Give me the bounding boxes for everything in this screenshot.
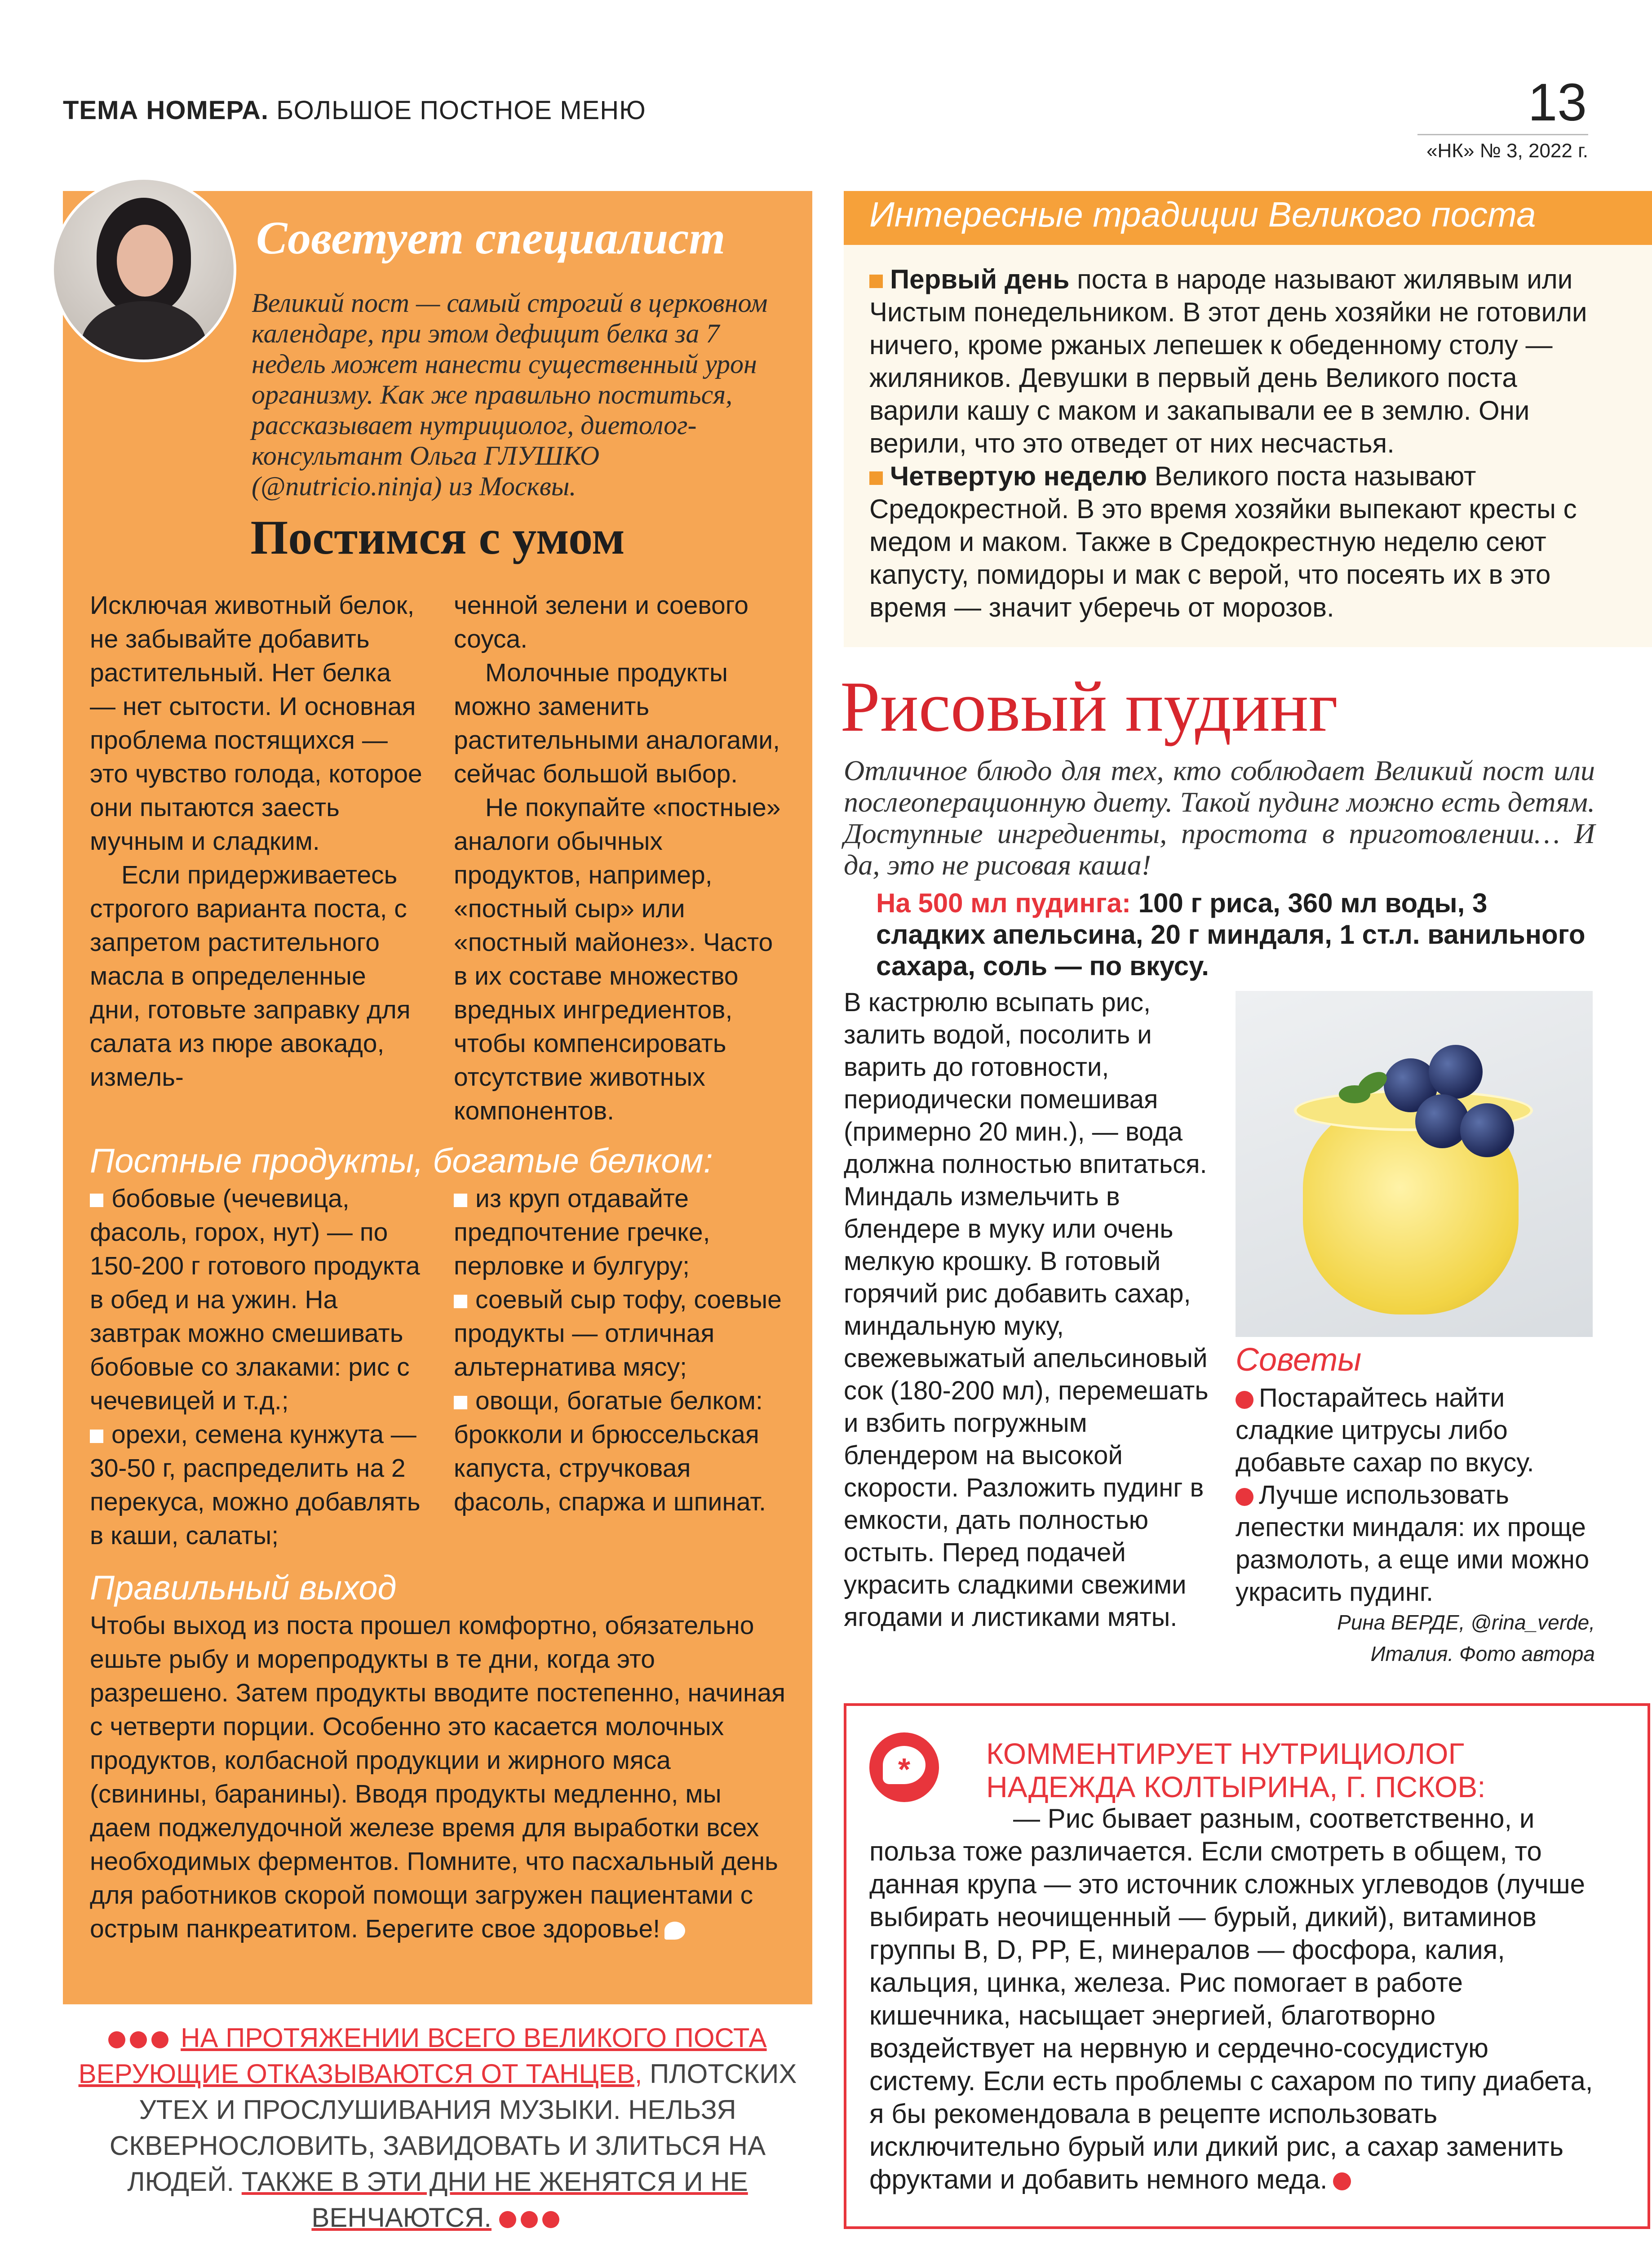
tips-title: Советы: [1236, 1342, 1362, 1378]
tip-item: Лучше использовать лепестки миндаля: их проще размолоть, а еще ими можно украсить пудинг.: [1236, 1480, 1590, 1607]
section-header: [63, 95, 646, 125]
list-item: из круп отдавайте предпочтение гречке, перловке и булгуру;: [454, 1184, 710, 1280]
bullet-icon: [454, 1396, 467, 1409]
article-column-1: [90, 589, 422, 1094]
protein-list-1: [90, 1182, 422, 1553]
dot-icon: [130, 2031, 147, 2048]
pull-quote: [63, 2020, 812, 2236]
tradition-item: Четвертую неделю Великого поста называют Средокрестной. В это время хозяйки выпекают кресты с медом и маком. Также в Средокрестную неделю сеют капусту, помидоры и мак с верой, что посеять их в это время — значит уберечь от морозов.: [869, 461, 1577, 622]
traditions-title: Интересные традиции Великого поста: [869, 195, 1536, 234]
pudding-photo: [1236, 991, 1593, 1337]
exit-text: Чтобы выход из поста прошел комфортно, обязательно ешьте рыбу и морепродукты в те дни, когда это разрешено. Затем продукты вводите постепенно, начиная с четверти порции. Особенно это касается молочных продуктов, колбасной продукции и жирного мяса (свинины, баранины). Вводя продукты медленно, мы даем поджелудочной железе время для выработки всех необходимых ферментов. Помните, что пасхальный день для работников скорой помощи загружен пациентами с острым панкреатитом. Берегите свое здоровье!: [90, 1611, 786, 1943]
bullet-icon: [454, 1194, 467, 1207]
quote-red: НА ПРОТЯЖЕНИИ ВСЕГО ВЕЛИКОГО ПОСТА ВЕРУЮЩИЕ ОТКАЗЫВАЮТСЯ ОТ ТАНЦЕВ,: [78, 2023, 767, 2089]
quote-mid: ПЛОТСКИХ УТЕХ И ПРОСЛУШИВАНИЯ МУЗЫКИ. НЕЛЬЗЯ СКВЕРНОСЛОВИТЬ, ЗАВИДОВАТЬ И ЗЛИТЬСЯ НА ЛЮДЕЙ.: [109, 2059, 797, 2197]
article-title: Постимся с умом: [250, 511, 625, 564]
exit-subtitle: Правильный выход: [90, 1569, 397, 1607]
tradition-item: Первый день поста в народе называют жилявым или Чистым понедельником. В этот день хозяйки не готовили ничего, кроме ржаных лепешек к обеденному столу — жиляников. Девушки в первый день Великого поста варили кашу с маком и закапывали ее в землю. Они верили, что это отведет от них несчастья.: [869, 264, 1587, 458]
page-number: 13: [1528, 73, 1587, 132]
list-item: бобовые (чечевица, фасоль, горох, нут) — по 150-200 г готового продукта в обед и на ужин. На завтрак можно смешивать бобовые со злаками: рис с чечевицей и т.д.;: [90, 1184, 420, 1415]
exit-text-block: [90, 1609, 786, 1946]
bullet-icon: [90, 1430, 103, 1443]
recipe-ingredients: [876, 888, 1595, 982]
recipe-intro: Отличное блюдо для тех, кто соблюдает Великий пост или послеоперационную диету. Такой пудинг можно есть детям. Доступные ингредиенты, простота в приготовлении… И да, это не рисовая каша!: [844, 755, 1595, 881]
comment-icon: *: [869, 1732, 939, 1802]
tip-item: Постарайтесь найти сладкие цитрусы либо добавьте сахар по вкусу.: [1236, 1383, 1534, 1477]
recipe-title: Рисовый пудинг: [840, 666, 1338, 746]
end-mark-icon: [1333, 2172, 1351, 2190]
dot-icon: [542, 2211, 559, 2228]
traditions-text: [869, 263, 1602, 624]
dot-icon: [521, 2211, 538, 2228]
specialist-title: Советует специалист: [256, 212, 726, 264]
dot-icon: [151, 2031, 168, 2048]
protein-list-2: [454, 1182, 786, 1519]
section-label: ТЕМА НОМЕРА.: [63, 96, 269, 125]
dot-icon: [1236, 1488, 1253, 1506]
subsection-label: БОЛЬШОЕ ПОСТНОЕ МЕНЮ: [276, 96, 646, 125]
recipe-body: В кастрюлю всыпать рис, залить водой, посолить и варить до готовности, периодически помешивая (примерно 20 мин.), — вода должна полностью впитаться. Миндаль измельчить в блендере в муку или очень мелкую крошку. В готовый горячий рис добавить сахар, миндальную муку, свежевыжатый апельсиновый сок (180-200 мл), перемешать и взбить погружным блендером на высокой скорости. Разложить пудинг в емкости, дать полностью остыть. Перед подачей украсить сладкими свежими ягодами и листиками мяты.: [844, 988, 1209, 1632]
specialist-photo: [54, 180, 234, 360]
bullet-icon: [869, 275, 883, 288]
ingredients-label: На 500 мл пудинга:: [876, 888, 1131, 918]
list-item: овощи, богатые белком: брокколи и брюссельская капуста, стручковая фасоль, спаржа и шпинат.: [454, 1386, 766, 1516]
list-item: орехи, семена кунжута — 30-50 г, распределить на 2 перекуса, можно добавлять в каши, салаты;: [90, 1420, 421, 1550]
dot-icon: [108, 2031, 125, 2048]
ingredients-list: 100 г риса, 360 мл воды, 3 сладких апельсина, 20 г миндаля, 1 ст.л. ванильного сахара, соль — по вкусу.: [876, 888, 1586, 981]
dot-icon: [1236, 1391, 1253, 1409]
bullet-icon: [90, 1194, 103, 1207]
article-column-2: [454, 589, 786, 1128]
list-item: соевый сыр тофу, соевые продукты — отличная альтернатива мясу;: [454, 1285, 782, 1381]
comment-text: — Рис бывает разным, соответственно, и польза тоже различается. Если смотреть в общем, то данная крупа — это источник сложных углеводов (лучше выбирать неочищенный — бурый, дикий), витаминов группы B, D, PP, E, минералов — фосфора, калия, кальция, цинка, железа. Рис помогает в работе кишечника, насыщает энергией, благотворно воздействует на нервную и сердечно-сосудистую систему. Если есть проблемы с сахаром по типу диабета, я бы рекомендовала в рецепте использовать исключительно бурый или дикий рис, а сахар заменить фруктами и добавить немного меда.: [869, 1803, 1593, 2194]
paragraph: Не покупайте «постные» аналоги обычных продуктов, например, «постный сыр» или «постный майонез». Часто в их составе множество вредных ингредиентов, чтобы компенсировать отсутствие животных компонентов.: [454, 793, 781, 1125]
paragraph: Если придерживаетесь строгого варианта поста, с запретом растительного масла в определенные дни, готовьте заправку для салата из пюре авокадо, измель-: [90, 861, 411, 1092]
photo-credit: Рина ВЕРДЕ, @rina_verde, Италия. Фото автора: [1337, 1611, 1595, 1665]
dot-icon: [499, 2211, 516, 2228]
end-mark-icon: [664, 1922, 685, 1940]
comment-text-block: [869, 1802, 1597, 2196]
paragraph: ченной зелени и соевого соуса.: [454, 591, 748, 653]
specialist-intro-text: Великий пост — самый строгий в церковном календаре, при этом дефицит белка за 7 недель может нанести существенный урон организму. Как же правильно поститься, рассказывает нутрициолог, диетолог-консультант Ольга ГЛУШКО (@nutricio.ninja) из Москвы.: [252, 288, 768, 501]
paragraph: Молочные продукты можно заменить растительными аналогами, сейчас большой выбор.: [454, 658, 780, 788]
quote-end: ТАКЖЕ В ЭТИ ДНИ НЕ ЖЕНЯТСЯ И НЕ ВЕНЧАЮТСЯ.: [241, 2167, 748, 2233]
tips-list: [1236, 1382, 1595, 1608]
bullet-icon: [454, 1295, 467, 1308]
protein-subtitle: Постные продукты, богатые белком:: [90, 1142, 713, 1180]
comment-heading: КОММЕНТИРУЕТ НУТРИЦИОЛОГ НАДЕЖДА КОЛТЫРИНА, Г. ПСКОВ:: [986, 1737, 1486, 1803]
bullet-icon: [869, 471, 883, 485]
paragraph: Исключая животный белок, не забывайте добавить растительный. Нет белка — нет сытости. И основная проблема постящихся — это чувство голода, которое они пытаются заесть мучным и сладким.: [90, 591, 422, 856]
issue-label: «НК» № 3, 2022 г.: [1417, 134, 1588, 162]
specialist-intro: [252, 288, 782, 502]
